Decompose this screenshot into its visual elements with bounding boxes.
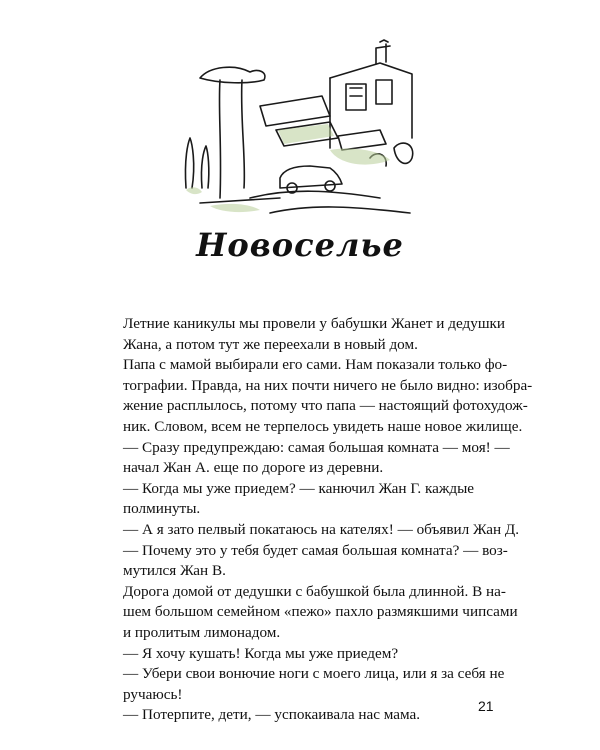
text-line: и пролитым лимонадом. xyxy=(123,623,281,641)
text-line: — Сразу предупреждаю: самая большая комната — моя! — xyxy=(123,438,510,456)
page-number: 21 xyxy=(478,698,494,714)
text-line: Папа с мамой выбирали его сами. Нам показали только фо- xyxy=(123,356,508,374)
text-line: — А я зато пелвый покатаюсь на кателях! — объявил Жан Д. xyxy=(123,520,520,538)
text-line: начал Жан А. еще по дороге из деревни. xyxy=(123,459,384,477)
text-line: — Я хочу кушать! Когда мы уже приедем? xyxy=(123,644,399,662)
text-line: полминуты. xyxy=(123,500,201,518)
paragraph xyxy=(107,541,507,582)
text-line: Летние каникулы мы провели у бабушки Жанет и дедушки xyxy=(123,315,506,332)
text-line: — Потерпите, дети, — успокаивала нас мама. xyxy=(123,706,421,724)
paragraph xyxy=(107,582,518,644)
paragraph xyxy=(107,438,510,479)
paragraph xyxy=(107,479,507,520)
text-line: ник. Словом, всем не терпелось увидеть наше новое жилище. xyxy=(123,417,523,435)
text-line: Жана, а потом тут же переехали в новый дом. xyxy=(123,335,418,353)
text-line: тографии. Правда, на них почти ничего не было видно: изобра- xyxy=(123,376,533,394)
text-line: мутился Жан В. xyxy=(123,562,226,580)
body-text xyxy=(107,314,533,726)
paragraph xyxy=(107,314,507,355)
paragraph xyxy=(107,520,520,541)
text-line: Дорога домой от дедушки с бабушкой была длинной. В на- xyxy=(123,582,506,600)
text-line: жение расплылось, потому что папа — настоящий фотохудож- xyxy=(123,397,528,415)
paragraph xyxy=(107,355,533,437)
text-line: — Почему это у тебя будет самая большая комната? — воз- xyxy=(123,541,508,559)
chapter-title: Новоселье xyxy=(196,226,404,264)
paragraph xyxy=(107,644,507,665)
text-line: шем большом семейном «пежо» пахло размякшими чипсами xyxy=(123,603,518,621)
text-line: ручаюсь! xyxy=(123,685,183,703)
text-line: — Когда мы уже приедем? — канючил Жан Г. каждые xyxy=(123,479,475,497)
house-street-sketch-icon xyxy=(180,38,420,220)
text-line: — Убери свои вонючие ноги с моего лица, или я за себя не xyxy=(123,665,505,683)
paragraph xyxy=(107,705,507,726)
paragraph xyxy=(107,664,507,705)
